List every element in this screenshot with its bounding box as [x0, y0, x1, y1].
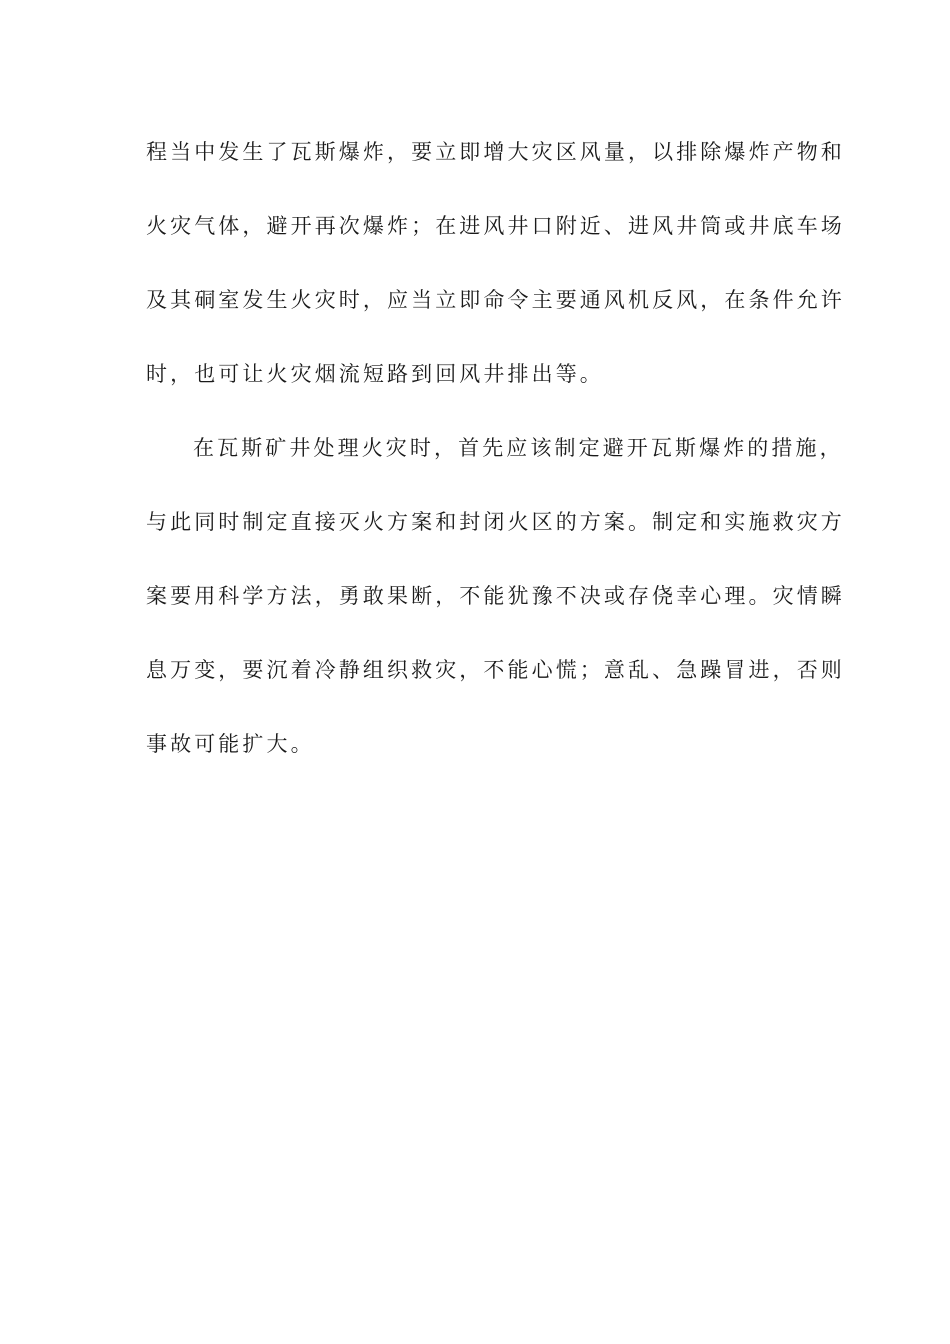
document-body	[146, 132, 845, 798]
text-line: 息万变，要沉着冷静组织救灾，不能心慌；意乱、急躁冒进，否则	[146, 658, 845, 682]
text-line: 及其硐室发生火灾时，应当立即命令主要通风机反风，在条件允许	[146, 288, 845, 312]
text-line: 与此同时制定直接灭火方案和封闭火区的方案。制定和实施救灾方	[146, 510, 845, 534]
text-line: 事故可能扩大。	[146, 732, 315, 756]
text-line: 时，也可让火灾烟流短路到回风井排出等。	[146, 362, 604, 386]
text-line: 案要用科学方法，勇敢果断，不能犹豫不决或存侥幸心理。灾情瞬	[146, 584, 845, 608]
text-line: 火灾气体，避开再次爆炸；在进风井口附近、进风井筒或井底车场	[146, 214, 845, 238]
text-line: 程当中发生了瓦斯爆炸，要立即增大灾区风量，以排除爆炸产物和	[146, 140, 845, 164]
paragraph-first-line: 在瓦斯矿井处理火灾时，首先应该制定避开瓦斯爆炸的措施，	[193, 436, 844, 460]
